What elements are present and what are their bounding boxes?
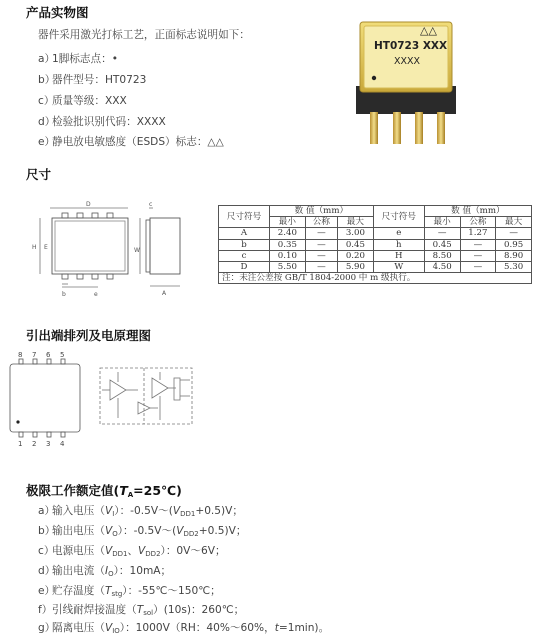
header-nom: 公称 bbox=[460, 217, 496, 228]
table-row: b 0.35 — 0.45 h 0.45 — 0.95 bbox=[219, 239, 532, 250]
package-top-view bbox=[52, 218, 128, 274]
pin1-dot bbox=[372, 76, 376, 80]
dim-label-A: A bbox=[162, 290, 167, 297]
pin-number: 4 bbox=[60, 440, 65, 448]
dimension-table bbox=[218, 205, 532, 284]
pin-stub bbox=[33, 359, 37, 364]
item-label: d） bbox=[38, 116, 56, 128]
chip-marking-line2: XXXX bbox=[394, 56, 421, 67]
outline-drawing bbox=[28, 196, 198, 300]
dim-label-b: b bbox=[62, 291, 66, 298]
output-buffer bbox=[152, 378, 168, 398]
esds-mark: △△ bbox=[420, 24, 437, 37]
marking-item-d bbox=[38, 114, 166, 129]
schematic-frame bbox=[100, 368, 192, 424]
item-label: a） bbox=[38, 53, 56, 65]
header-max: 最大 bbox=[338, 217, 374, 228]
header-min: 最小 bbox=[424, 217, 460, 228]
section-title-pinout: 引出端排列及电原理图 bbox=[26, 328, 152, 343]
output-transistor bbox=[174, 378, 180, 400]
header-min: 最小 bbox=[270, 217, 306, 228]
pin1-dot bbox=[16, 420, 19, 423]
item-text: 质量等级：XXX bbox=[52, 95, 127, 107]
dim-label-H: H bbox=[32, 244, 37, 251]
dim-label-c: c bbox=[149, 201, 153, 208]
marking-item-a bbox=[38, 51, 118, 66]
table-row: c 0.10 — 0.20 H 8.50 — 8.90 bbox=[219, 250, 532, 261]
lead bbox=[92, 213, 98, 218]
table-row: D 5.50 — 5.90 W 4.50 — 5.30 bbox=[219, 261, 532, 272]
pin-stub bbox=[33, 432, 37, 437]
rating-item-f: f）引线耐焊接温度$(T_{sol})(10s)$：260℃； bbox=[38, 604, 245, 617]
lead bbox=[77, 213, 83, 218]
header-symbol: 尺寸符号 bbox=[219, 206, 270, 228]
item-text: 检验批识别代码：XXXX bbox=[52, 116, 166, 128]
marking-item-c bbox=[38, 93, 127, 108]
pin-number: 2 bbox=[32, 440, 37, 448]
dim-label-E: E bbox=[44, 244, 48, 251]
schematic-diagram bbox=[98, 366, 194, 426]
rating-item-e: e）贮存温度$(T_{stg})$：-55℃～150℃； bbox=[38, 585, 221, 598]
header-symbol: 尺寸符号 bbox=[373, 206, 424, 228]
section-title-ratings: 极限工作额定值$(T_A=25℃)$ bbox=[26, 483, 182, 499]
header-value: 数 值（mm） bbox=[270, 206, 374, 217]
lead bbox=[62, 213, 68, 218]
rating-item-a: a）输入电压$(V_I)$：$-0.5V\sim(V_{DD1}+0.5)V$； bbox=[38, 505, 244, 518]
table-note: 注：未注公差按 GB/T 1804-2000 中 m 级执行。 bbox=[219, 273, 532, 284]
marking-item-e bbox=[38, 134, 224, 149]
pin-stub bbox=[19, 432, 23, 437]
header-max: 最大 bbox=[496, 217, 532, 228]
pin-number: 7 bbox=[32, 351, 37, 359]
rating-item-c: c）电源电压（$V_{DD1}$、$V_{DD2}$）：0V～6V； bbox=[38, 545, 226, 558]
rating-item-d: d）输出电流$(I_O)$：10mA； bbox=[38, 565, 172, 578]
pin-number: 1 bbox=[18, 440, 23, 448]
marking-item-b bbox=[38, 72, 146, 87]
lead bbox=[77, 274, 83, 279]
section-title-product-photo: 产品实物图 bbox=[26, 5, 89, 20]
item-label: c） bbox=[38, 95, 55, 107]
lead bbox=[107, 274, 113, 279]
item-label: e） bbox=[38, 136, 56, 148]
header-nom: 公称 bbox=[305, 217, 337, 228]
chip-pin bbox=[415, 112, 423, 144]
header-value: 数 值（mm） bbox=[424, 206, 531, 217]
pin-number: 8 bbox=[18, 351, 23, 359]
chip-marking-line1: HT0723 XXX bbox=[374, 40, 448, 52]
dim-label-e: e bbox=[94, 291, 98, 298]
dim-label-W: W bbox=[134, 247, 140, 254]
pin-number: 3 bbox=[46, 440, 51, 448]
section-title-dimensions: 尺寸 bbox=[26, 167, 52, 182]
chip-pin bbox=[437, 112, 445, 144]
input-buffer bbox=[110, 380, 126, 400]
marking-intro: 器件采用激光打标工艺，正面标志说明如下： bbox=[38, 29, 250, 41]
lead bbox=[107, 213, 113, 218]
pin-number: 6 bbox=[46, 351, 51, 359]
pin-stub bbox=[61, 359, 65, 364]
pinout-diagram bbox=[6, 348, 86, 452]
item-label: b） bbox=[38, 74, 56, 86]
chip-pin bbox=[393, 112, 401, 144]
lead bbox=[92, 274, 98, 279]
package-side-view bbox=[150, 218, 180, 274]
lead-side bbox=[146, 220, 150, 272]
package-body bbox=[10, 364, 80, 432]
table-row: A 2.40 — 3.00 e — 1.27 — bbox=[219, 228, 532, 239]
package-lid bbox=[55, 221, 125, 271]
rating-item-g: g）隔离电压$(V_{IO})$：1000V（RH：40%～60%，t=1min)。 bbox=[38, 622, 330, 635]
pin-stub bbox=[19, 359, 23, 364]
pin-stub bbox=[47, 432, 51, 437]
item-text: 1脚标志点：• bbox=[52, 53, 118, 65]
rating-item-b: b）输出电压$(V_O)$：$-0.5V\sim(V_{DD2}+0.5)V$； bbox=[38, 525, 247, 538]
item-text: 器件型号：HT0723 bbox=[52, 74, 147, 86]
pin-stub bbox=[61, 432, 65, 437]
pin-stub bbox=[47, 359, 51, 364]
item-text: 静电放电敏感度（ESDS）标志：△△ bbox=[52, 136, 224, 148]
chip-pin bbox=[370, 112, 378, 144]
dim-label-D: D bbox=[86, 201, 91, 208]
pin-number: 5 bbox=[60, 351, 65, 359]
lead bbox=[62, 274, 68, 279]
